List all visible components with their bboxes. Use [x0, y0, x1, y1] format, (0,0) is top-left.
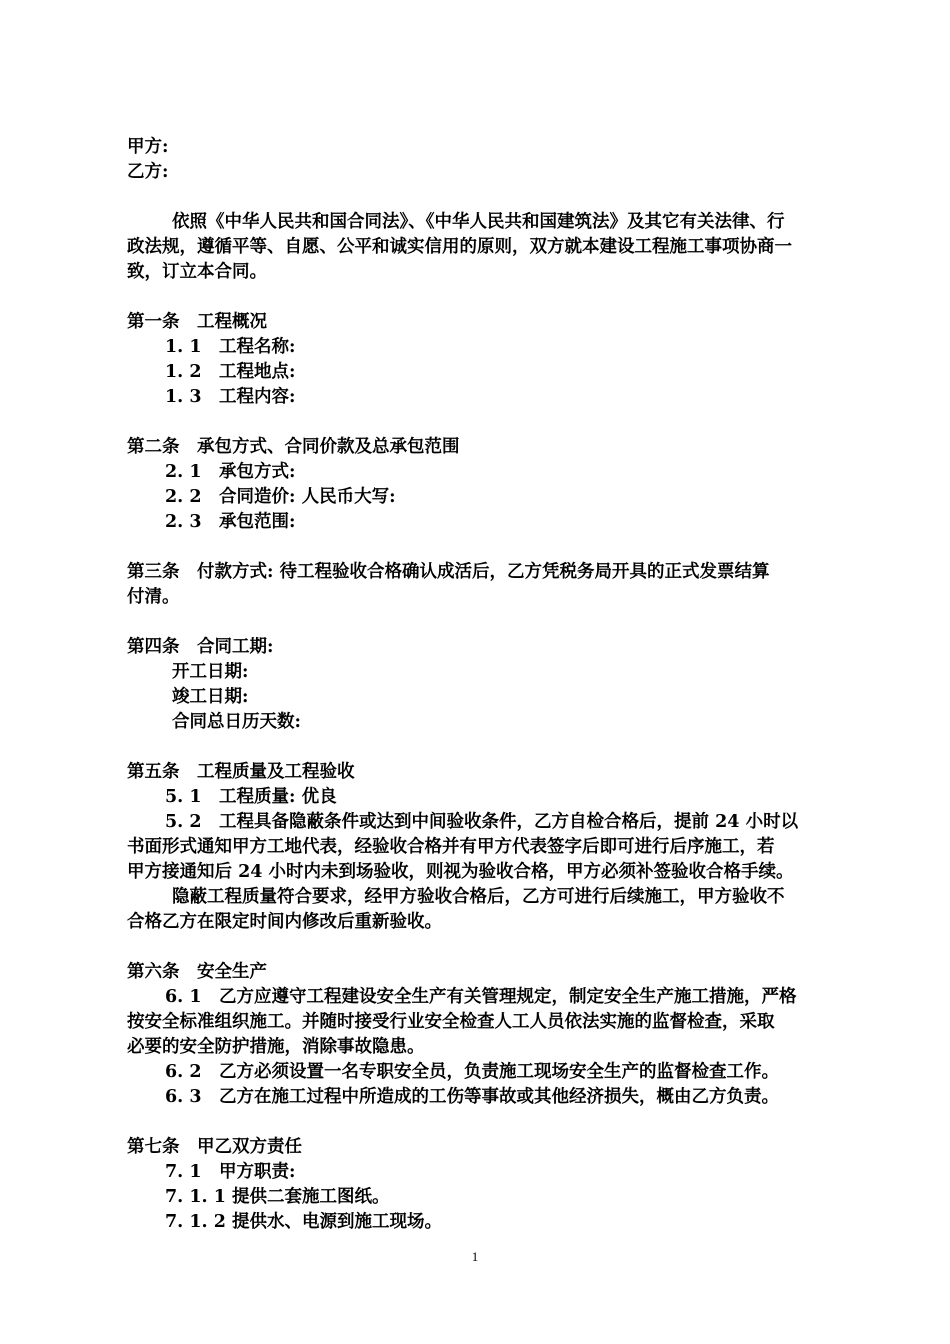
article-2-item-3: 2. 3 承包范围:: [165, 512, 296, 532]
article-6-line-2: 按安全标准组织施工。并随时接受行业安全检查人工人员依法实施的监督检查，采取: [127, 1012, 775, 1032]
article-1-item-1: 1. 1 工程名称:: [165, 337, 296, 357]
party-a-label: 甲方:: [127, 137, 169, 157]
intro-line-1: 依照《中华人民共和国合同法》、《中华人民共和国建筑法》及其它有关法律、行: [172, 212, 785, 232]
article-3-line-2: 付清。: [127, 587, 180, 607]
article-7-line-1: 7. 1 甲方职责:: [165, 1162, 296, 1182]
article-7-line-3: 7. 1. 2 提供水、电源到施工现场。: [165, 1212, 442, 1232]
article-4-title: 第四条 合同工期:: [127, 637, 274, 657]
article-6-line-1: 6. 1 乙方应遵守工程建设安全生产有关管理规定，制定安全生产施工措施，严格: [165, 987, 797, 1007]
article-3-line-1: 第三条 付款方式: 待工程验收合格确认成活后，乙方凭税务局开具的正式发票结算: [127, 562, 770, 582]
article-1-item-3: 1. 3 工程内容:: [165, 387, 296, 407]
article-2-item-1: 2. 1 承包方式:: [165, 462, 296, 482]
article-6-line-5: 6. 3 乙方在施工过程中所造成的工伤等事故或其他经济损失，概由乙方负责。: [165, 1087, 780, 1107]
article-1-title: 第一条 工程概况: [127, 312, 267, 332]
article-6-line-3: 必要的安全防护措施，消除事故隐患。: [127, 1037, 425, 1057]
intro-line-2: 政法规，遵循平等、自愿、公平和诚实信用的原则，双方就本建设工程施工事项协商一: [127, 237, 792, 257]
article-5-title: 第五条 工程质量及工程验收: [127, 762, 355, 782]
article-5-line-3: 书面形式通知甲方工地代表，经验收合格并有甲方代表签字后即可进行后序施工，若: [127, 837, 775, 857]
article-6-line-4: 6. 2 乙方必须设置一名专职安全员，负责施工现场安全生产的监督检查工作。: [165, 1062, 780, 1082]
article-5-line-6: 合格乙方在限定时间内修改后重新验收。: [127, 912, 442, 932]
article-4-start-date: 开工日期:: [172, 662, 249, 682]
article-2-item-2: 2. 2 合同造价: 人民币大写:: [165, 487, 396, 507]
article-5-line-2: 5. 2 工程具备隐蔽条件或达到中间验收条件，乙方自检合格后，提前 24 小时以: [165, 812, 799, 832]
article-5-line-1: 5. 1 工程质量: 优良: [165, 787, 337, 807]
article-1-item-2: 1. 2 工程地点:: [165, 362, 296, 382]
article-4-total-days: 合同总日历天数:: [172, 712, 301, 732]
article-4-end-date: 竣工日期:: [172, 687, 249, 707]
intro-line-3: 致，订立本合同。: [127, 262, 267, 282]
article-7-title: 第七条 甲乙双方责任: [127, 1137, 302, 1157]
party-b-label: 乙方:: [127, 162, 169, 182]
article-7-line-2: 7. 1. 1 提供二套施工图纸。: [165, 1187, 390, 1207]
article-2-title: 第二条 承包方式、合同价款及总承包范围: [127, 437, 460, 457]
article-5-line-5: 隐蔽工程质量符合要求，经甲方验收合格后，乙方可进行后续施工，甲方验收不: [172, 887, 785, 907]
page-number: 1: [471, 1249, 479, 1264]
article-6-title: 第六条 安全生产: [127, 962, 267, 982]
article-5-line-4: 甲方接通知后 24 小时内未到场验收，则视为验收合格，甲方必须补签验收合格手续。: [127, 862, 794, 882]
